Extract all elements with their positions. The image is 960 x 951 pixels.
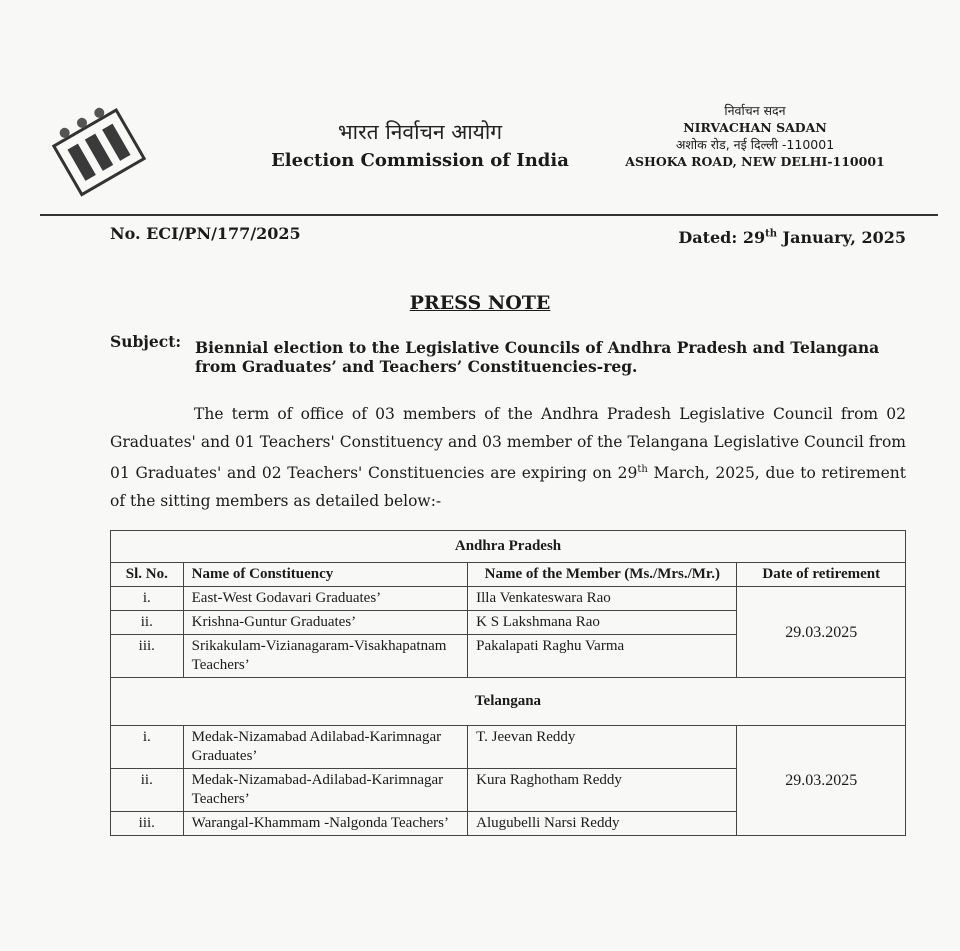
cell-member: Illa Venkateswara Rao — [468, 587, 737, 611]
cell-sl: iii. — [111, 812, 184, 836]
cell-constituency: Srikakulam-Vizianagaram-Visakhapatnam Teachers’ — [183, 635, 468, 678]
table-row — [111, 726, 906, 769]
cell-member: Alugubelli Narsi Reddy — [468, 812, 737, 836]
eci-logo-icon — [44, 104, 156, 200]
header-title-block — [250, 118, 590, 174]
address-road: ASHOKA ROAD, NEW DELHI-110001 — [625, 154, 885, 169]
cell-constituency: Warangal-Khammam -Nalgonda Teachers’ — [183, 812, 468, 836]
header-member: Name of the Member (Ms./Mrs./Mr.) — [468, 563, 737, 587]
cell-member: Pakalapati Raghu Varma — [468, 635, 737, 678]
dated-label: Dated: 29 — [678, 228, 766, 247]
paragraph-part1: The term of office of 03 members of the Andhra Pradesh Legislative Council from 02 Graduates' and 01 Teachers' Constituency and 03 member of the Telangana Legislative Council from 01 Graduates' and 02 Teachers' Constituencies are expiring on 29 — [110, 405, 906, 483]
header-divider — [40, 214, 938, 216]
cell-sl: i. — [111, 587, 184, 611]
address-hindi-road: अशोक रोड, नई दिल्ली -110001 — [675, 137, 835, 152]
cell-constituency: East-West Godavari Graduates’ — [183, 587, 468, 611]
table-row — [111, 587, 906, 611]
cell-member: T. Jeevan Reddy — [468, 726, 737, 769]
table-header-row — [111, 563, 906, 587]
subject-text: Biennial election to the Legislative Councils of Andhra Pradesh and Telangana from Graduates’ and Teachers’ Constituencies-reg. — [195, 338, 880, 376]
section-heading: Telangana — [111, 678, 906, 726]
document-title: PRESS NOTE — [409, 292, 551, 314]
section-heading: Andhra Pradesh — [111, 531, 906, 563]
subject-label: Subject: — [110, 332, 182, 351]
cell-constituency: Medak-Nizamabad Adilabad-Karimnagar Graduates’ — [183, 726, 468, 769]
retirement-table — [110, 530, 906, 836]
paragraph-sup: th — [637, 464, 648, 475]
cell-member: K S Lakshmana Rao — [468, 611, 737, 635]
english-title: Election Commission of India — [271, 150, 569, 171]
address-building: NIRVACHAN SADAN — [683, 120, 827, 135]
header-address — [620, 102, 890, 170]
cell-sl: iii. — [111, 635, 184, 678]
cell-sl: ii. — [111, 611, 184, 635]
cell-sl: ii. — [111, 769, 184, 812]
header-date: Date of retirement — [737, 563, 906, 587]
hindi-title: भारत निर्वाचन आयोग — [337, 120, 503, 144]
cell-constituency: Medak-Nizamabad-Adilabad-Karimnagar Teachers’ — [183, 769, 468, 812]
dated-rest: January, 2025 — [776, 228, 906, 247]
header-sl: Sl. No. — [111, 563, 184, 587]
cell-constituency: Krishna-Guntur Graduates’ — [183, 611, 468, 635]
cell-date: 29.03.2025 — [737, 587, 906, 678]
cell-date: 29.03.2025 — [737, 726, 906, 836]
dated-line — [678, 228, 906, 247]
reference-number: No. ECI/PN/177/2025 — [110, 224, 301, 243]
cell-sl: i. — [111, 726, 184, 769]
cell-member: Kura Raghotham Reddy — [468, 769, 737, 812]
header-constituency: Name of Constituency — [183, 563, 468, 587]
address-hindi-building: निर्वाचन सदन — [724, 103, 786, 118]
body-paragraph — [110, 400, 906, 515]
paragraph-part2: March, 2025, due to retirement of the sitting members as detailed below:- — [110, 464, 906, 511]
dated-sup: th — [765, 228, 777, 240]
